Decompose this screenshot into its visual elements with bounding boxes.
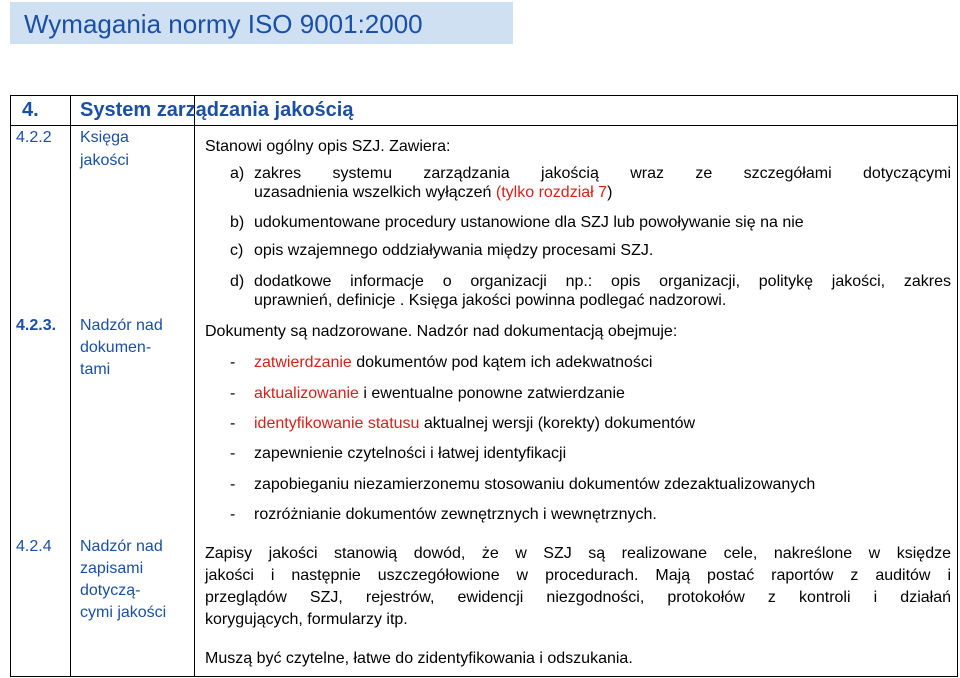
bullet-item: rozróżnianie dokumentów zewnętrznych i wewnętrznych. <box>254 506 657 523</box>
paragraph-line: przeglądów SZJ, rejestrów, ewidencji niezgodności, protokołów z kontroli i działań <box>205 589 951 606</box>
bullet-item: zapewnienie czytelności i łatwej identyfikacji <box>254 445 567 462</box>
bullet-dash: - <box>230 476 236 493</box>
bullet-item: zapobieganiu niezamierzonemu stosowaniu dokumentów zdezaktualizowanych <box>254 476 816 493</box>
column-divider <box>70 96 71 676</box>
row-name-line: dotyczą- <box>80 582 141 599</box>
row-name-line: jakości <box>80 152 129 169</box>
bullet-item: aktualizowanie i ewentualne ponowne zatwierdzanie <box>254 385 625 402</box>
row-name-line: dokumen- <box>80 339 152 356</box>
paragraph-line: Zapisy jakości stanowią dowód, że w SZJ są realizowane cele, nakreślone w księdze <box>205 545 951 562</box>
section-title: System zarządzania jakością <box>80 99 354 121</box>
row-number: 4.2.2 <box>16 129 52 146</box>
column-divider <box>194 96 195 676</box>
row-divider <box>11 125 957 126</box>
item-text: udokumentowane procedury ustanowione dla SZJ lub powoływanie się na nie <box>254 214 804 231</box>
bullet-dash: - <box>230 385 236 402</box>
item-text: zakres systemu zarządzania jakością wraz ze szczegółami dotyczącymi <box>254 165 951 182</box>
bullet-dash: - <box>230 506 236 523</box>
row-name-line: Nadzór nad <box>80 538 163 555</box>
highlighted-text: (tylko rozdział 7 <box>495 184 608 201</box>
row-name-line: tami <box>80 361 111 378</box>
item-text: dodatkowe informacje o organizacji np.: opis organizacji, politykę jakości, zakres <box>254 273 951 290</box>
paragraph-line: jakości i następnie uszczegółowione w procedurach. Mają postać raportów z auditów i <box>205 567 951 584</box>
bullet-dash: - <box>230 415 236 432</box>
title-banner <box>10 2 513 44</box>
row-name-line: Nadzór nad <box>80 317 163 334</box>
item-text-continued: uprawnień, definicje . Księga jakości powinna podlegać nadzorowi. <box>254 292 727 309</box>
row-name-line: cymi jakości <box>80 604 167 621</box>
item-marker: d) <box>230 273 245 290</box>
page-title: Wymagania normy ISO 9001:2000 <box>24 9 423 39</box>
row-intro: Dokumenty są nadzorowane. Nadzór nad dokumentacją obejmuje: <box>205 323 678 340</box>
item-marker: b) <box>230 214 245 231</box>
row-name-line: Księga <box>80 129 129 146</box>
item-marker: a) <box>230 165 245 182</box>
bullet-item: identyfikowanie statusu aktualnej wersji (korekty) dokumentów <box>254 415 696 432</box>
bullet-dash: - <box>230 354 236 371</box>
closing-note: Muszą być czytelne, łatwe do zidentyfikowania i odszukania. <box>205 650 633 667</box>
bullet-dash: - <box>230 445 236 462</box>
section-number: 4. <box>22 99 39 121</box>
item-marker: c) <box>230 242 244 259</box>
paragraph-line: korygujących, formularzy itp. <box>205 611 408 628</box>
bullet-item: zatwierdzanie dokumentów pod kątem ich adekwatności <box>254 354 653 371</box>
item-text: opis wzajemnego oddziaływania między procesami SZJ. <box>254 242 654 259</box>
item-text-continued: uzasadnienia wszelkich wyłączeń (tylko rozdział 7) <box>254 184 613 201</box>
row-intro: Stanowi ogólny opis SZJ. Zawiera: <box>205 138 451 155</box>
row-name-line: zapisami <box>80 560 144 577</box>
row-number: 4.2.4 <box>16 538 52 555</box>
row-number: 4.2.3. <box>16 317 57 334</box>
